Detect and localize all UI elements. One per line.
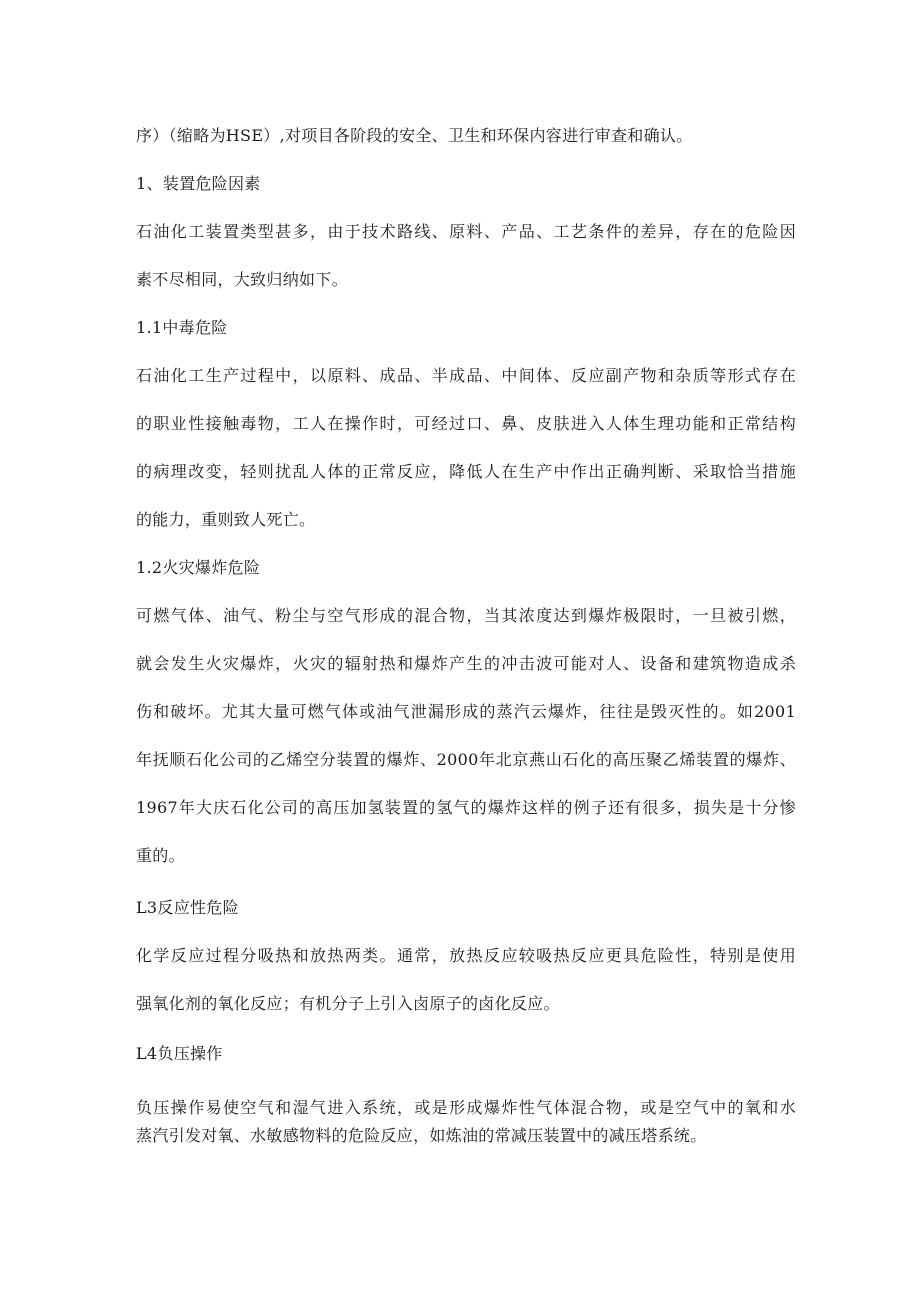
paragraph-line: 的职业性接触毒物，工人在操作时，可经过口、鼻、皮肤进入人体生理功能和正常结构 <box>136 414 796 433</box>
paragraph-line: 重的。 <box>136 846 185 865</box>
paragraph-line: 的病理改变，轻则扰乱人体的正常反应，降低人在生产中作出正确判断、采取恰当措施 <box>136 462 796 481</box>
subsection-heading: L3反应性危险 <box>136 898 239 917</box>
paragraph-line: 负压操作易使空气和湿气进入系统，或是形成爆炸性气体混合物，或是空气中的氧和水 <box>136 1098 796 1117</box>
paragraph-line: 年抚顺石化公司的乙烯空分装置的爆炸、2000年北京燕山石化的高压聚乙烯装置的爆炸、 <box>136 750 796 769</box>
paragraph-line: 素不尽相同，大致归纳如下。 <box>136 270 348 289</box>
paragraph-line: 就会发生火灾爆炸，火灾的辐射热和爆炸产生的冲击波可能对人、设备和建筑物造成杀 <box>136 654 796 673</box>
paragraph-line: 强氧化剂的氧化反应；有机分子上引入卤原子的卤化反应。 <box>136 994 560 1013</box>
paragraph-line: 序）（缩略为HSE）,对项目各阶段的安全、卫生和环保内容进行审查和确认。 <box>136 126 693 145</box>
paragraph-line: 可燃气体、油气、粉尘与空气形成的混合物，当其浓度达到爆炸极限时，一旦被引燃， <box>136 606 796 625</box>
paragraph-line: 蒸汽引发对氧、水敏感物料的危险反应，如炼油的常减压装置中的减压塔系统。 <box>136 1126 707 1145</box>
paragraph-line: 的能力，重则致人死亡。 <box>136 510 316 529</box>
paragraph-line: 石油化工装置类型甚多，由于技术路线、原料、产品、工艺条件的差异，存在的危险因 <box>136 222 796 241</box>
section-heading: 1、装置危险因素 <box>136 174 261 193</box>
paragraph-line: 伤和破坏。尤其大量可燃气体或油气泄漏形成的蒸汽云爆炸，往往是毁灭性的。如2001 <box>136 702 796 721</box>
paragraph-line: 石油化工生产过程中，以原料、成品、半成品、中间体、反应副产物和杂质等形式存在 <box>136 366 796 385</box>
subsection-heading: 1.2火灾爆炸危险 <box>136 558 261 577</box>
subsection-heading: 1.1中毒危险 <box>136 318 228 337</box>
paragraph-line: 1967年大庆石化公司的高压加氢装置的氢气的爆炸这样的例子还有很多，损失是十分惨 <box>136 798 796 817</box>
paragraph-line: 化学反应过程分吸热和放热两类。通常，放热反应较吸热反应更具危险性，特别是使用 <box>136 946 796 965</box>
subsection-heading: L4负压操作 <box>136 1044 223 1063</box>
